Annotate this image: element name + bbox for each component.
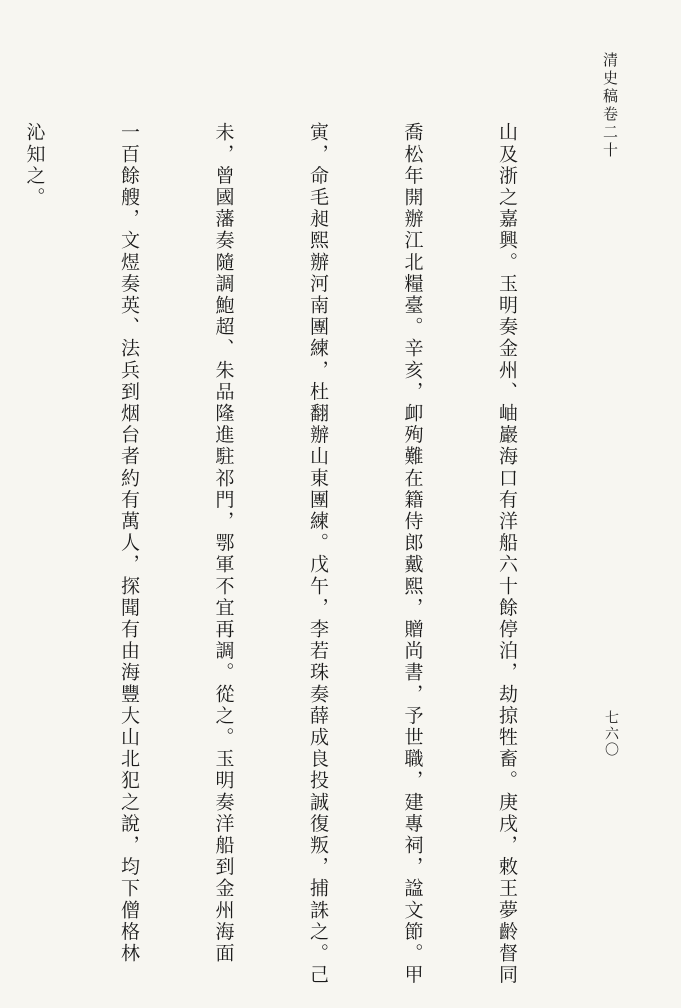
text-column: 喬松年開辦江北糧臺。辛亥，卹殉難在籍侍郎戴熙，贈尚書，予世職，建專祠，諡文節。甲 (401, 122, 424, 986)
text-column: 一百餘艘，文煜奏英、法兵到烟台者約有萬人，探聞有由海豐大山北犯之說，均下僧格林 (118, 122, 140, 965)
text-column: 寅，命毛昶熙辦河南團練，杜翻辦山東團練。戊午，李若珠奏薛成良投誠復叛，捕誅之。己 (307, 122, 329, 986)
text-column: 未，曾國藩奏隨調鮑超、朱品隆進駐祁門，鄂軍不宜再調。從之。玉明奏洋船到金州海面 (212, 122, 235, 965)
text-column: 山及浙之嘉興。玉明奏金州、岫巖海口有洋船六十餘停泊，劫掠牲畜。庚戌，敕王夢齡督同 (496, 122, 518, 986)
body-text (0, 122, 585, 986)
running-header: 清史稿卷二十 (601, 52, 619, 160)
page-number: 七六〇 (603, 710, 619, 758)
text-column: 沁知之。 (23, 122, 46, 209)
